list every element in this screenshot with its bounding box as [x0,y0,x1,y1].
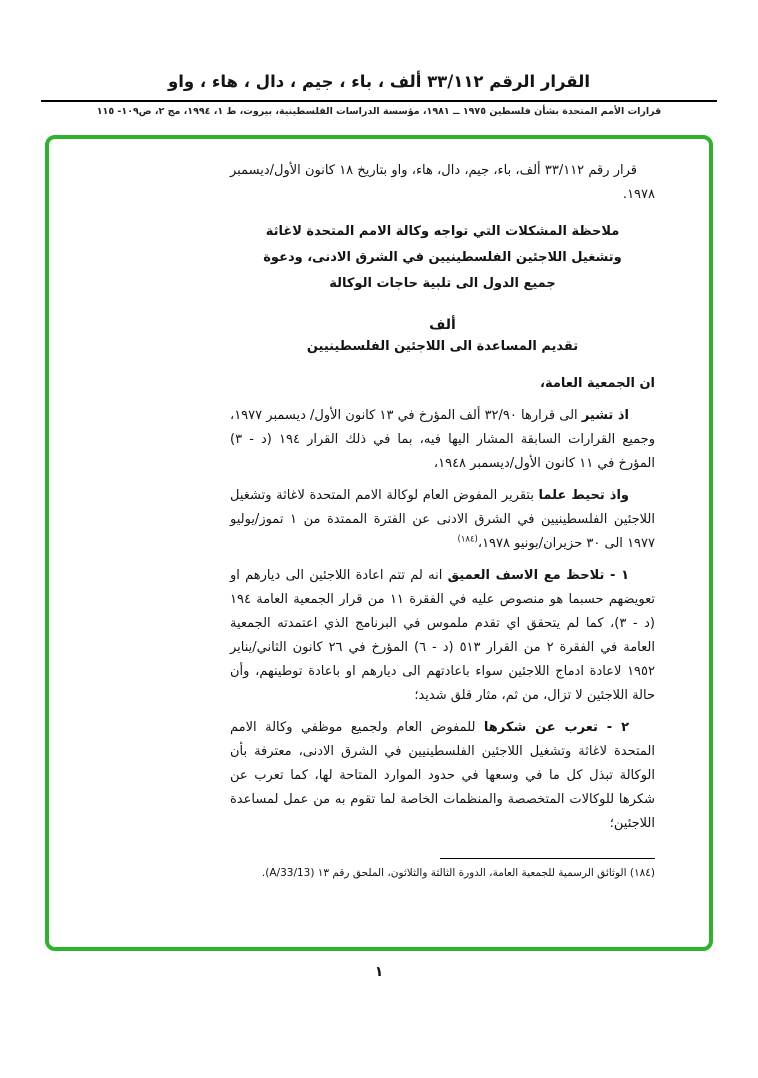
resolution-heading: ملاحظة المشكلات التي تواجه وكالة الامم المتحدة لاغاثة وتشغيل اللاجئين الفلسطينيين في الشرق الادنى، ودعوة جميع الدول الى تلبية حاجات الوكالة [263,224,622,291]
paragraph-lead: واذ تحيط علما [538,488,629,503]
section-letter: ألف [429,317,456,333]
paragraph-number: ٢ - [597,720,629,735]
title-divider [41,100,717,102]
salutation: ان الجمعية العامة، [540,376,655,391]
paragraph-text: الى قرارها ٣٢/٩٠ ألف المؤرخ في ١٣ كانون الأول/ ديسمبر ١٩٧٧، وجميع القرارات السابقة المشار اليها فيه، بما في ذلك القرار ١٩٤ (د - ٣) المؤرخ في ١١ كانون الأول/ديسمبر ١٩٤٨، [230,408,655,471]
footnote-text: (١٨٤) الوثائق الرسمية للجمعية العامة، الدورة الثالثة والثلاثون، الملحق رقم ١٣ (A/33/13). [261,867,655,879]
paragraph [230,484,655,556]
paragraph-text: للمفوض العام ولجميع موظفي وكالة الامم المتحدة لاغاثة وتشغيل اللاجئين الفلسطينيين في الشرق الادنى، معترفة بأن الوكالة تبذل كل ما في وسعها في حدود الموارد المتاحة لها، كما تعرب عن شكرها للوكالات المتخصصة والمنظمات الخاصة لما تقوم به من عمل لمساعدة اللاجئين؛ [230,720,655,831]
resolution-intro: قرار رقم ٣٣/١١٢ ألف، باء، جيم، دال، هاء، واو بتاريخ ١٨ كانون الأول/ديسمبر ١٩٧٨. [230,163,655,202]
citation-line: قرارات الأمم المتحدة بشأن فلسطين ١٩٧٥ ــ ١٩٨١، مؤسسة الدراسات الفلسطينية، بيروت، ط ١، ١٩٩٤، مج ٢، ص١٠٩- ١١٥ [96,106,662,117]
paragraph-text: انه لم تتم اعادة اللاجئين الى ديارهم او تعويضهم حسبما هو منصوص عليه في الفقرة ١١ من قرار الجمعية العامة ١٩٤ (د - ٣)، كما لم يتحقق اي تقدم ملموس في البرنامج الذي اعتمدته الجمعية العامة في الفقرة ٢ من القرار ٥١٣ (د - ٦) المؤرخ في ٢٦ كانون الثاني/يناير ١٩٥٢ لاعادة ادماج اللاجئين سواء باعادتهم الى ديارهم او باعادة توطينهم، وأن حالة اللاجئين لا تزال، من ثم، مثار قلق شديد؛ [230,568,655,703]
footnote-ref: (١٨٤) [457,534,478,545]
paragraph [230,404,655,476]
paragraph [230,716,655,836]
paragraph-lead: تعرب عن شكرها [483,720,598,735]
footnote-divider [440,858,655,859]
paragraph [230,564,655,708]
footnote-block [230,858,655,882]
paragraph-text: بتقرير المفوض العام لوكالة الامم المتحدة لاغاثة وتشغيل اللاجئين الفلسطينيين في الشرق الادنى عن الفترة الممتدة من ١ تموز/يوليو ١٩٧٧ الى ٣٠ حزيران/يونيو ١٩٧٨، [230,488,655,551]
page-title: القرار الرقم ٣٣/١١٢ ألف ، باء ، جيم ، دال ، هاء ، واو [168,72,590,91]
paragraph-lead: اذ تشير [581,408,629,423]
content-frame [45,135,713,951]
section-title: تقديم المساعدة الى اللاجئين الفلسطينيين [306,339,579,354]
page-header [0,0,758,117]
paragraph-number: ١ - [604,568,630,583]
page-number: ١ [374,964,384,980]
paragraph-lead: تلاحظ مع الاسف العميق [447,568,605,583]
